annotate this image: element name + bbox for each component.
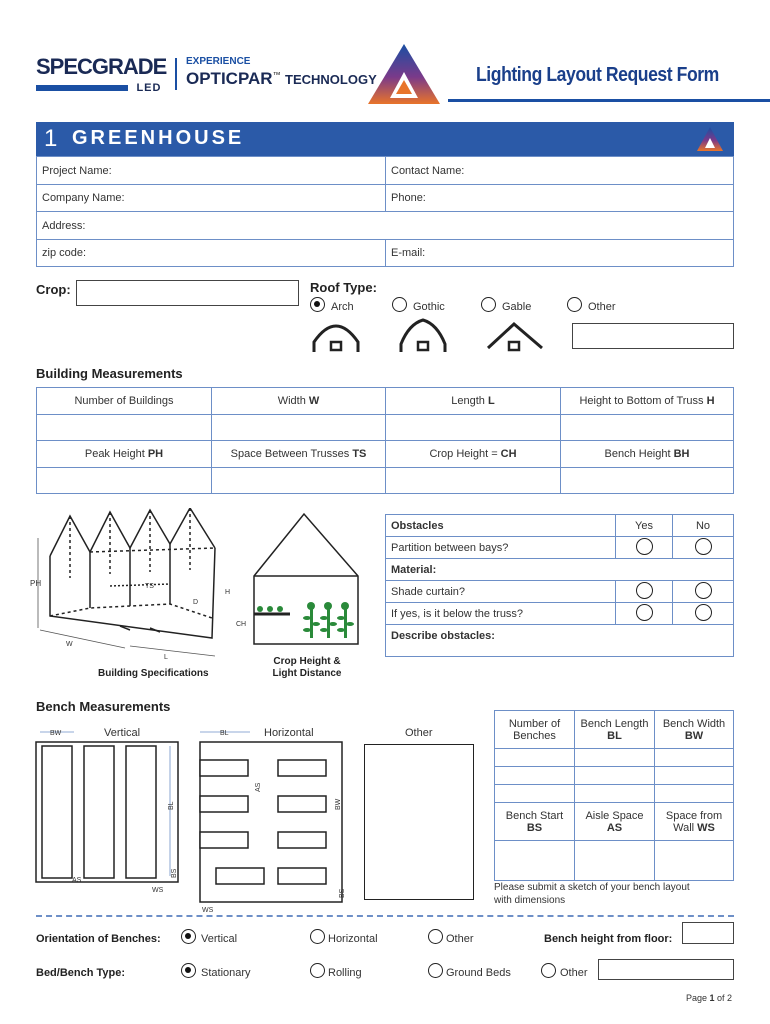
- bench-row-input[interactable]: [495, 785, 575, 803]
- contact-name-label: Contact Name:: [391, 164, 465, 177]
- brand-sub: LED: [136, 82, 162, 94]
- length-header: Length L: [386, 388, 561, 415]
- crop-caption: [262, 656, 352, 680]
- horiz-ws-label: WS: [202, 907, 214, 914]
- bench-row-input[interactable]: [575, 749, 655, 767]
- d-label: D: [193, 599, 199, 606]
- project-name-label: Project Name:: [42, 164, 112, 177]
- roof-other-label: Other: [588, 301, 616, 313]
- bed-other-radio[interactable]: [541, 963, 556, 978]
- bed-other-input[interactable]: [598, 959, 734, 980]
- bench-length-header: Bench Length BL: [575, 711, 655, 749]
- zip-label: zip code:: [42, 247, 87, 259]
- crop-height-header: Crop Height = CH: [386, 441, 561, 468]
- shade-question: Shade curtain?: [386, 581, 616, 603]
- aisle-space-input[interactable]: [575, 841, 655, 881]
- phone-label: Phone:: [391, 192, 426, 204]
- obstacles-header: Obstacles: [386, 515, 616, 537]
- shade-no-radio[interactable]: [695, 582, 712, 599]
- peak-height-header: Peak Height PH: [37, 441, 212, 468]
- width-input[interactable]: [212, 415, 386, 441]
- other-bench-box[interactable]: [364, 744, 474, 900]
- roof-other-input[interactable]: [572, 323, 734, 349]
- roof-gable-radio[interactable]: [481, 297, 496, 312]
- bench-height-header: Bench Height BH: [561, 441, 734, 468]
- other-caption: Other: [405, 727, 433, 739]
- ph-label: PH: [30, 579, 42, 588]
- num-benches-header: Number of Benches: [495, 711, 575, 749]
- vert-bs-label: BS: [171, 868, 178, 878]
- bench-row-input[interactable]: [575, 785, 655, 803]
- bed-stationary-label: Stationary: [201, 967, 251, 979]
- phone-field[interactable]: [386, 185, 734, 212]
- truss-height-input[interactable]: [561, 415, 734, 441]
- num-buildings-header: Number of Buildings: [37, 388, 212, 415]
- bench-height-floor-input[interactable]: [682, 922, 734, 944]
- bed-other-label: Other: [560, 967, 588, 979]
- building-measurements-title: Building Measurements: [36, 366, 183, 381]
- roof-arch-label: Arch: [331, 301, 354, 313]
- yes-header: Yes: [616, 515, 673, 537]
- brand-main: SPECGRADE: [36, 54, 167, 79]
- contact-table: [36, 156, 734, 267]
- bench-row-input[interactable]: [655, 749, 734, 767]
- company-name-label: Company Name:: [42, 192, 125, 204]
- vert-as-label: AS: [72, 877, 82, 884]
- partition-question: Partition between bays?: [386, 537, 616, 559]
- orientation-other-radio[interactable]: [428, 929, 443, 944]
- roof-gable-label: Gable: [502, 301, 532, 313]
- truss-space-input[interactable]: [212, 468, 386, 494]
- bench-measurements-title: Bench Measurements: [36, 699, 171, 714]
- crop-label: Crop:: [36, 282, 71, 297]
- sketch-note: Please submit a sketch of your bench layout with dimensions: [494, 882, 690, 906]
- address-field[interactable]: [37, 212, 734, 240]
- truss-height-header: Height to Bottom of Truss H: [561, 388, 734, 415]
- section-title: GREENHOUSE: [72, 127, 245, 149]
- building-spec-caption: Building Specifications: [98, 668, 209, 679]
- page-indicator: Page 1 of 2: [686, 993, 733, 1003]
- vertical-caption: Vertical: [104, 727, 141, 739]
- vert-bw-label: BW: [50, 730, 62, 737]
- company-name-field[interactable]: [37, 185, 386, 212]
- arch-roof-icon: [308, 316, 364, 356]
- bed-rolling-radio[interactable]: [310, 963, 325, 978]
- technology-text: TECHNOLOGY: [285, 72, 377, 87]
- horiz-as-label: AS: [255, 782, 262, 792]
- material-field[interactable]: [386, 559, 734, 581]
- w-label: W: [66, 641, 73, 648]
- section-prism-icon: [696, 126, 724, 152]
- bench-table: [494, 710, 734, 881]
- aisle-space-header: Aisle Space AS: [575, 803, 655, 841]
- orientation-other-label: Other: [446, 933, 474, 945]
- peak-height-input[interactable]: [37, 468, 212, 494]
- address-label: Address:: [42, 219, 86, 232]
- bench-row-input[interactable]: [495, 767, 575, 785]
- email-field[interactable]: [386, 240, 734, 267]
- truss-space-header: Space Between Trusses TS: [212, 441, 386, 468]
- wall-space-header: Space from Wall WS: [655, 803, 734, 841]
- num-buildings-input[interactable]: [37, 415, 212, 441]
- roof-gothic-label: Gothic: [413, 301, 445, 313]
- bench-start-input[interactable]: [495, 841, 575, 881]
- project-name-field[interactable]: [37, 157, 386, 185]
- prism-logo-icon: [366, 42, 442, 106]
- horizontal-bench-diagram: [190, 726, 350, 916]
- orientation-vertical-radio[interactable]: [181, 929, 196, 944]
- building-table: [36, 387, 734, 494]
- orientation-label: Orientation of Benches:: [36, 933, 161, 945]
- horiz-bl-label: BL: [220, 730, 229, 737]
- bench-start-header: Bench Start BS: [495, 803, 575, 841]
- describe-label: Describe obstacles:: [391, 629, 495, 642]
- orientation-vertical-label: Vertical: [201, 933, 238, 945]
- zip-field[interactable]: [37, 240, 386, 267]
- below-truss-yes-radio[interactable]: [636, 604, 653, 621]
- partition-no-radio[interactable]: [695, 538, 712, 555]
- shade-yes-radio[interactable]: [636, 582, 653, 599]
- bed-type-label: Bed/Bench Type:: [36, 967, 126, 979]
- crop-height-input[interactable]: [386, 468, 561, 494]
- vertical-bench-diagram: [30, 726, 180, 896]
- partition-yes-radio[interactable]: [636, 538, 653, 555]
- h-label: H: [225, 589, 231, 596]
- width-header: Width W: [212, 388, 386, 415]
- crop-height-diagram: [232, 510, 362, 650]
- no-header: No: [673, 515, 734, 537]
- section-number: 1: [44, 125, 58, 152]
- bed-ground-radio[interactable]: [428, 963, 443, 978]
- bench-width-header: Bench Width BW: [655, 711, 734, 749]
- roof-type-label: Roof Type:: [310, 280, 377, 295]
- bench-height-floor-label: Bench height from floor:: [544, 933, 673, 945]
- obstacles-table: [385, 514, 734, 657]
- vert-ws-label: WS: [152, 887, 164, 894]
- ch-label: CH: [236, 621, 247, 628]
- crop-caption-line1: Crop Height &: [273, 656, 341, 667]
- horiz-bw-label: BW: [335, 798, 342, 810]
- experience-text: EXPERIENCE: [186, 56, 251, 67]
- wall-space-input[interactable]: [655, 841, 734, 881]
- bench-row-input[interactable]: [655, 767, 734, 785]
- bed-rolling-label: Rolling: [328, 967, 362, 979]
- horiz-bs-label: BS: [339, 888, 346, 898]
- gable-roof-icon: [484, 316, 546, 356]
- describe-obstacles-field[interactable]: [386, 625, 734, 647]
- bed-ground-label: Ground Beds: [446, 967, 511, 979]
- bench-row-input[interactable]: [575, 767, 655, 785]
- contact-name-field[interactable]: [386, 157, 734, 185]
- l-label: L: [164, 654, 168, 660]
- opticpar-text: OPTICPAR: [186, 69, 273, 88]
- roof-arch-radio[interactable]: [310, 297, 325, 312]
- roof-gothic-radio[interactable]: [392, 297, 407, 312]
- building-spec-diagram: [30, 508, 240, 660]
- horizontal-caption: Horizontal: [264, 727, 314, 739]
- section-header: [36, 122, 734, 156]
- length-input[interactable]: [386, 415, 561, 441]
- orientation-horizontal-radio[interactable]: [310, 929, 325, 944]
- roof-other-radio[interactable]: [567, 297, 582, 312]
- vert-bl-label: BL: [168, 801, 175, 810]
- gothic-roof-icon: [395, 316, 451, 356]
- brand-logo: [36, 56, 166, 92]
- bench-row-input[interactable]: [495, 749, 575, 767]
- email-label: E-mail:: [391, 247, 426, 259]
- bench-height-input[interactable]: [561, 468, 734, 494]
- trademark: ™: [272, 70, 281, 80]
- orientation-horizontal-label: Horizontal: [328, 933, 378, 945]
- bench-row-input[interactable]: [655, 785, 734, 803]
- ts-label: TS: [145, 583, 154, 590]
- material-label: Material:: [391, 563, 437, 576]
- bed-stationary-radio[interactable]: [181, 963, 196, 978]
- crop-input[interactable]: [76, 280, 299, 306]
- form-title: Lighting Layout Request Form: [476, 64, 719, 86]
- below-truss-no-radio[interactable]: [695, 604, 712, 621]
- crop-caption-line2: Light Distance: [272, 668, 342, 679]
- below-truss-question: If yes, is it below the truss?: [386, 603, 616, 625]
